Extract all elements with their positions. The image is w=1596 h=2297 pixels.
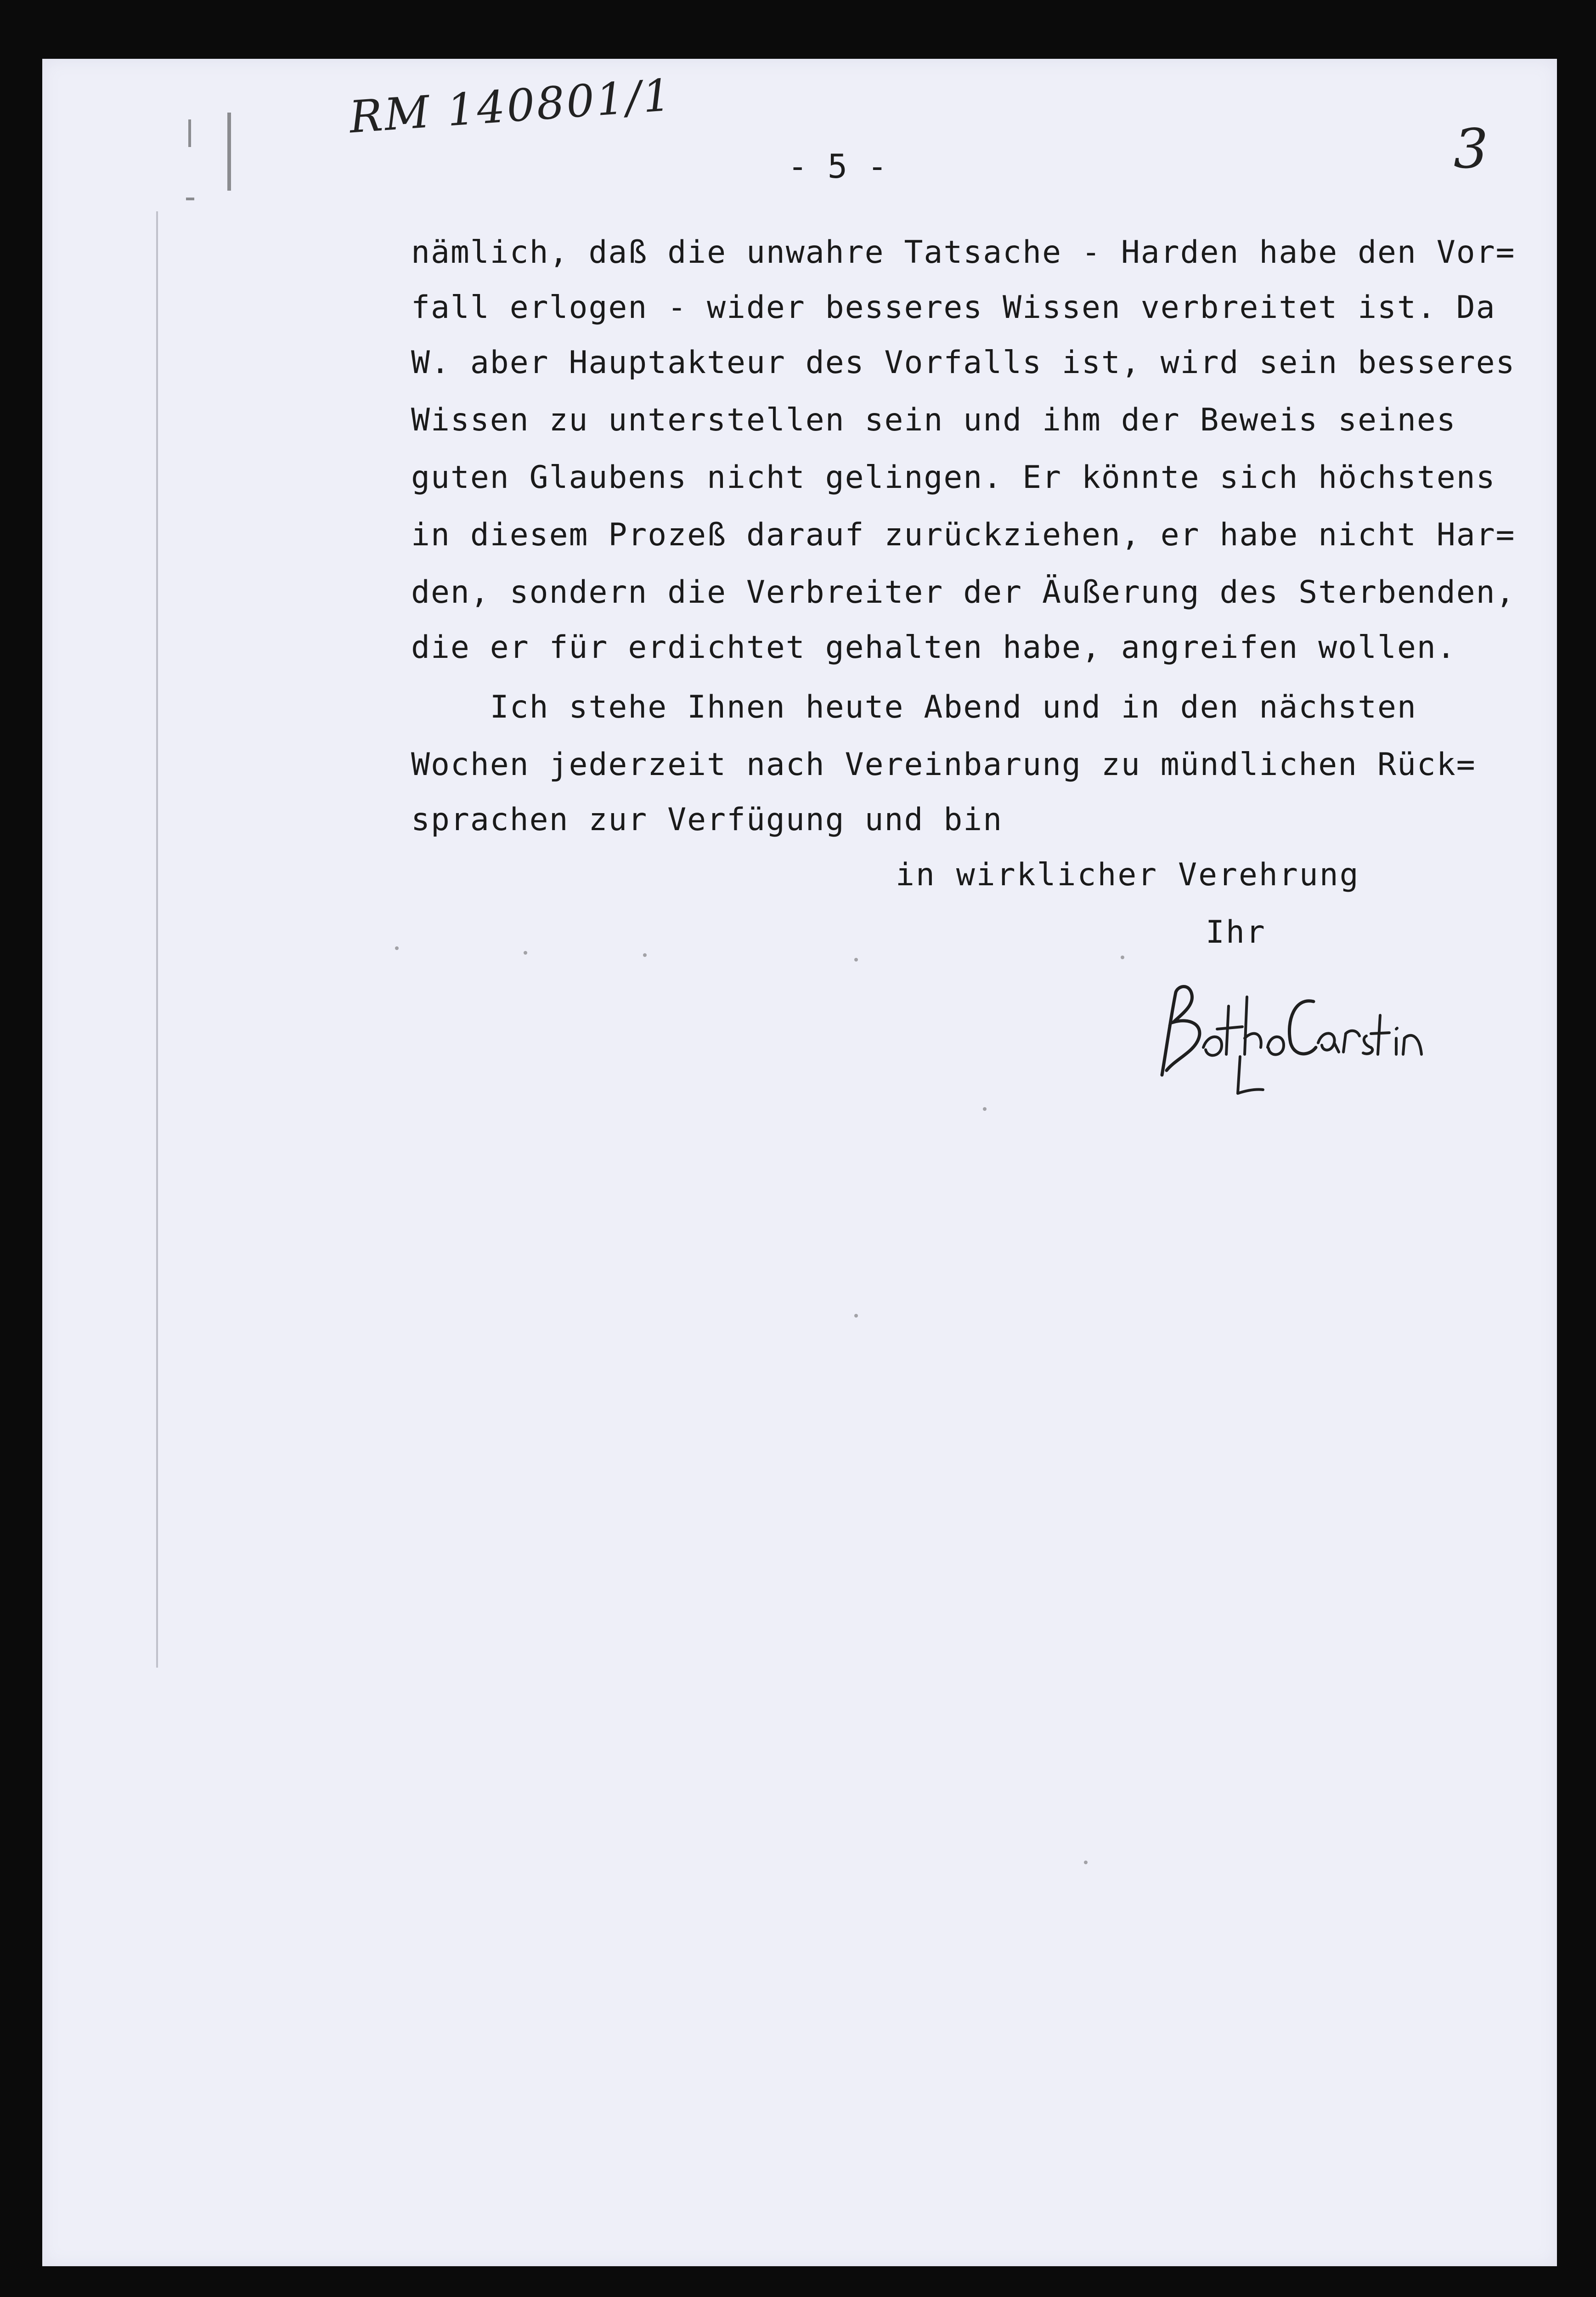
body-line: fall erlogen - wider besseres Wissen verbreitet ist. Da [411,289,1496,326]
body-line: Ich stehe Ihnen heute Abend und in den nächsten [411,689,1417,725]
archive-number: RM 140801/1 [347,69,675,143]
scan-speck [395,946,399,950]
scan-speck [643,953,647,957]
binder-mark [186,198,194,200]
scan-speck [983,1107,987,1111]
binder-mark [188,119,191,147]
binder-mark [227,113,231,191]
body-line: Wissen zu unterstellen sein und ihm der Beweis seines [411,402,1456,438]
scan-speck [1121,956,1124,959]
closing-ihr: Ihr [1206,914,1266,950]
body-line: die er für erdichtet gehalten habe, angreifen wollen. [411,629,1456,666]
body-line: guten Glaubens nicht gelingen. Er könnte sich höchstens [411,459,1496,496]
scan-speck [524,951,527,955]
folio-number: 3 [1454,117,1489,181]
body-line: Wochen jederzeit nach Vereinbarung zu mündlichen Rück= [411,747,1476,783]
handwritten-signature [1148,979,1433,1098]
page-number: - 5 - [788,147,887,186]
scan-speck [854,958,858,962]
body-line: den, sondern die Verbreiter der Äußerung des Sterbenden, [411,574,1516,611]
closing-phrase: in wirklicher Verehrung [896,857,1360,893]
binder-margin-line [156,211,158,1668]
body-line: nämlich, daß die unwahre Tatsache - Harden habe den Vor= [411,234,1516,271]
body-line: W. aber Hauptakteur des Vorfalls ist, wird sein besseres [411,345,1516,381]
body-line: in diesem Prozeß darauf zurückziehen, er habe nicht Har= [411,517,1516,553]
scan-speck [1084,1861,1088,1864]
document-page [42,59,1557,2266]
body-line: sprachen zur Verfügung und bin [411,802,1003,838]
scan-speck [854,1314,858,1318]
